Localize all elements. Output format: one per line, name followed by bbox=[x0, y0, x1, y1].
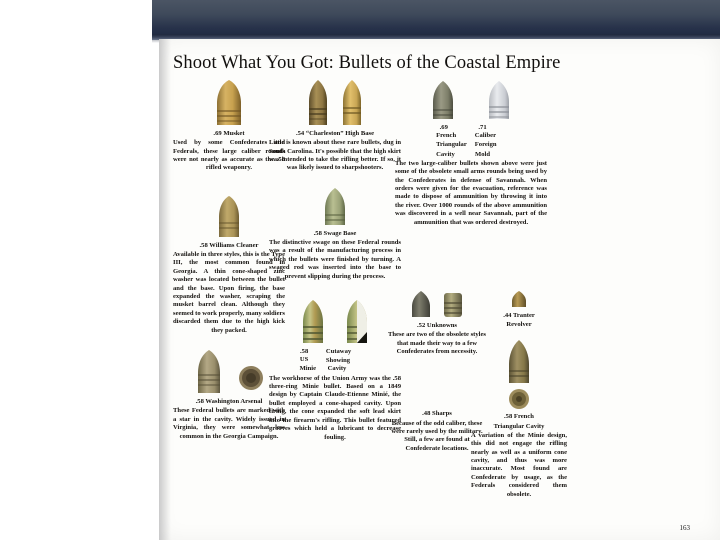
caption-71-foreign-line3: Mold bbox=[475, 150, 491, 158]
caption-cutaway-line2: Showing Cavity bbox=[325, 357, 351, 373]
caption-58-french-line2: Triangular Cavity bbox=[493, 422, 545, 430]
text-69-musket: Used by some Confederates and Federals, these large caliber rounds were not nearly as accurate as the .58 rifled weaponry. bbox=[173, 139, 285, 172]
text-54-charleston: Little is known about these rare bullets, dug in South Carolina. It's possible that the high skirt was intended to take the rifling better. If so, it was likely issued to sharpshooters. bbox=[269, 139, 401, 172]
column-right bbox=[395, 79, 547, 227]
book-page bbox=[159, 39, 720, 540]
caption-58-williams-cleaner: .58 Williams Cleaner bbox=[199, 241, 259, 249]
caption-69-french-line2: Triangular bbox=[436, 141, 467, 149]
bullet-58-us-minie-icon bbox=[298, 299, 328, 345]
bullet-54-charleston-a-icon bbox=[305, 79, 331, 127]
text-58-washington-arsenal: These Federal bullets are marked with a star in the cavity. Widely issued in Virginia, they were somewhat less common in the Georgia Campaign. bbox=[173, 407, 285, 440]
text-52-unknowns: These are two of the obsolete styles that made their way to a few Confederates from necessity. bbox=[387, 331, 487, 356]
caption-44-tranter-line1: .44 Tranter bbox=[503, 312, 535, 319]
caption-69-french-line3: Cavity bbox=[436, 150, 455, 158]
bullet-58-french-triangular-cavity-icon bbox=[505, 339, 533, 385]
caption-48-sharps: .48 Sharps bbox=[422, 410, 452, 418]
caption-52-unknowns: .52 Unknowns bbox=[417, 322, 457, 329]
specimen-group-58-french-base bbox=[471, 388, 567, 410]
column-middle bbox=[269, 79, 401, 442]
caption-71-foreign-line2: Foreign bbox=[474, 141, 497, 149]
bullet-52-unknown-b-icon bbox=[440, 289, 466, 319]
bullet-54-charleston-b-icon bbox=[339, 79, 365, 127]
caption-58-us-minie-line2: Minie bbox=[299, 365, 317, 373]
caption-58-swage-base: .58 Swage Base bbox=[313, 229, 357, 237]
caption-54-charleston: .54 “Charleston” High Base bbox=[295, 130, 375, 137]
caption-group-large-caliber bbox=[395, 124, 547, 160]
specimen-group-charleston bbox=[269, 79, 401, 127]
caption-cutaway-line1: Cutaway bbox=[325, 348, 352, 356]
bullet-58-swage-base-icon bbox=[321, 187, 349, 227]
page-number: 163 bbox=[679, 524, 690, 532]
text-58-swage-base: The distinctive swage on these Federal rounds was a result of the manufacturing process in which the bullets were finished by turning. A swaged rod was inserted into the base to prevent slipping during the process. bbox=[269, 239, 401, 280]
bullet-base-cavity-star-icon bbox=[238, 365, 264, 391]
bullet-44-tranter-revolver-icon bbox=[508, 289, 530, 309]
specimen-group-tranter bbox=[471, 289, 567, 309]
text-58-williams-cleaner: Available in three styles, this is the Type III, the most common found in Georgia. A thin cone-shaped zinc washer was located between the bullet and the base. Upon firing, the base expanded the washer, scraping the musket barrel clean. Although they seemed to work properly, many soldiers discarded them due to the high kick they packed. bbox=[173, 251, 285, 334]
column-far-right bbox=[471, 289, 567, 499]
bullet-69-french-triangular-icon bbox=[428, 79, 458, 121]
bullet-58-williams-cleaner-icon bbox=[216, 195, 242, 239]
caption-44-tranter-line2: Revolver bbox=[506, 321, 532, 329]
bullet-69-musket-icon bbox=[214, 79, 244, 127]
bullet-base-view-icon bbox=[508, 388, 530, 410]
bullet-52-unknown-a-icon bbox=[408, 289, 434, 319]
caption-69-french-line1: .69 French bbox=[436, 124, 457, 140]
caption-58-french-line1: .58 French bbox=[504, 413, 534, 421]
caption-group-minie-cutaway bbox=[269, 348, 401, 375]
caption-58-washington-arsenal: .58 Washington Arsenal bbox=[195, 398, 263, 406]
bullet-cutaway-showing-cavity-icon bbox=[342, 299, 372, 345]
caption-58-us-minie-line1: .58 US bbox=[299, 348, 309, 364]
caption-71-foreign-line1: .71 Caliber bbox=[474, 124, 496, 140]
caption-69-musket: .69 Musket bbox=[213, 130, 245, 137]
specimen-group-swage-base bbox=[269, 187, 401, 227]
text-minie-description: The workhorse of the Union Army was the .58 three-ring Minie bullet. Based on a 1849 design by Captain Claude-Etienne Minié, the bullet employed a cone-shaped cavity. Upon firing, the cone expanded the soft lead skirt into the firearm's rifling. This bullet featured grooves which held a lubricant to decrease fouling. bbox=[269, 374, 401, 441]
specimen-group-minie bbox=[269, 299, 401, 345]
bullet-58-washington-arsenal-icon bbox=[194, 349, 224, 395]
specimen-group-58-french-triangular bbox=[471, 339, 567, 385]
page-title: Shoot What You Got: Bullets of the Coastal Empire bbox=[173, 53, 561, 73]
text-large-caliber-note: The two large-caliber bullets shown above were just some of the obsolete small arms rounds being used by the Confederates in defense of Savannah. When orders were given for the evacuation, reference was made to dispose of ammunition by throwing it into the river. Over 1000 rounds of the above ammunition was discovered in a well near Savannah, part of the ammunition that was ordered destroyed. bbox=[395, 159, 547, 226]
specimen-group-large-caliber bbox=[395, 79, 547, 121]
text-58-french-triangular: A variation of the Minie design, this did not engage the rifling nearly as well as a uniform cone cavity, and thus was more inaccurate. Most found are Confederate by usage, as the Federals considered them obsolete. bbox=[471, 431, 567, 498]
bullet-71-caliber-foreign-mold-icon bbox=[484, 79, 514, 121]
text-48-sharps: Because of the odd caliber, these were rarely used by the military. Still, a few are found at Confederate locations. bbox=[391, 419, 483, 452]
